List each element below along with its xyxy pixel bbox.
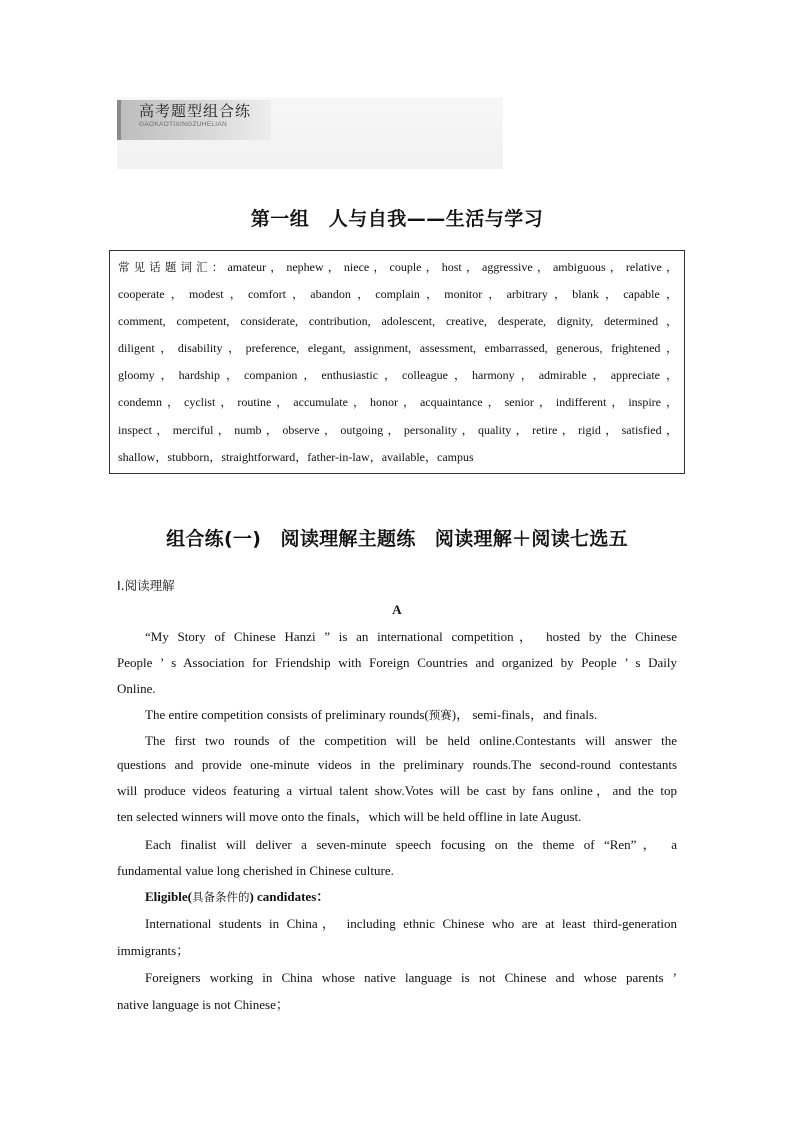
passage-line: Online. [117, 681, 156, 696]
vocab-line: inspect，merciful，numb，observe，outgoing，personality，quality，retire，rigid，satisfied， [118, 423, 678, 437]
passage-line: The first two rounds of the competition will be held online.Contestants will answer the [145, 733, 677, 748]
passage-line: ten selected winners will move onto the finals，which will be held offline in late August. [117, 809, 582, 824]
banner-title: 高考题型组合练 [139, 102, 252, 120]
header-banner [117, 97, 503, 169]
part-label: Ⅰ.阅读理解 [117, 578, 175, 593]
eligible-heading: Eligible(具备条件的) candidates： [145, 889, 330, 904]
passage-line: questions and provide one-minute videos in the preliminary rounds.The second-round contestants [117, 757, 677, 772]
vocab-line: condemn，cyclist，routine，accumulate，honor，acquaintance，senior，indifferent，inspire， [118, 395, 678, 409]
passage-line: Foreigners working in China whose native language is not Chinese and whose parents ’ [145, 970, 677, 985]
passage-line: International students in China， including ethnic Chinese who are at least third-generation [145, 916, 677, 931]
vocab-line: cooperate，modest，comfort，abandon，complain，monitor，arbitrary，blank，capable， [118, 287, 678, 301]
passage-line: “My Story of Chinese Hanzi ” is an international competition， hosted by the Chinese [145, 629, 677, 644]
vocab-line: 常见话题词汇：amateur，nephew，niece，couple，host，aggressive，ambiguous，relative， [118, 260, 678, 274]
vocabulary-box [109, 250, 685, 474]
vocab-line: gloomy，hardship，companion，enthusiastic，colleague，harmony，admirable，appreciate， [118, 368, 678, 382]
vocab-line: shallow，stubborn，straightforward，father-in-law，available，campus [118, 450, 474, 464]
vocab-line: comment, competent, considerate, contribution, adolescent, creative, desperate, dignity, determined， [118, 314, 678, 328]
passage-line: will produce videos featuring a virtual talent show.Votes will be cast by fans online，and the top [117, 783, 677, 798]
vocab-line: diligent，disability，preference, elegant, assignment, assessment, embarrassed, generous, frightened， [118, 341, 678, 355]
passage-line: immigrants； [117, 943, 190, 958]
passage-line: People ’ s Association for Friendship with Foreign Countries and organized by People ’ s Daily [117, 655, 677, 670]
passage-line: native language is not Chinese； [117, 997, 289, 1012]
exercise-title: 组合练(一) 阅读理解主题练 阅读理解＋阅读七选五 [166, 528, 628, 550]
banner-subtitle: GAOKAOTIXINGZUHELIAN [139, 121, 227, 128]
passage-line: The entire competition consists of preliminary rounds(预赛)， semi-finals，and finals. [145, 707, 598, 722]
passage-letter: A [392, 602, 402, 617]
section-title: 第一组 人与自我——生活与学习 [250, 208, 544, 230]
passage-line: fundamental value long cherished in Chinese culture. [117, 863, 394, 878]
passage-line: Each finalist will deliver a seven-minute speech focusing on the theme of “Ren”， a [145, 837, 677, 852]
vocab-label: 常见话题词汇： [118, 260, 228, 274]
